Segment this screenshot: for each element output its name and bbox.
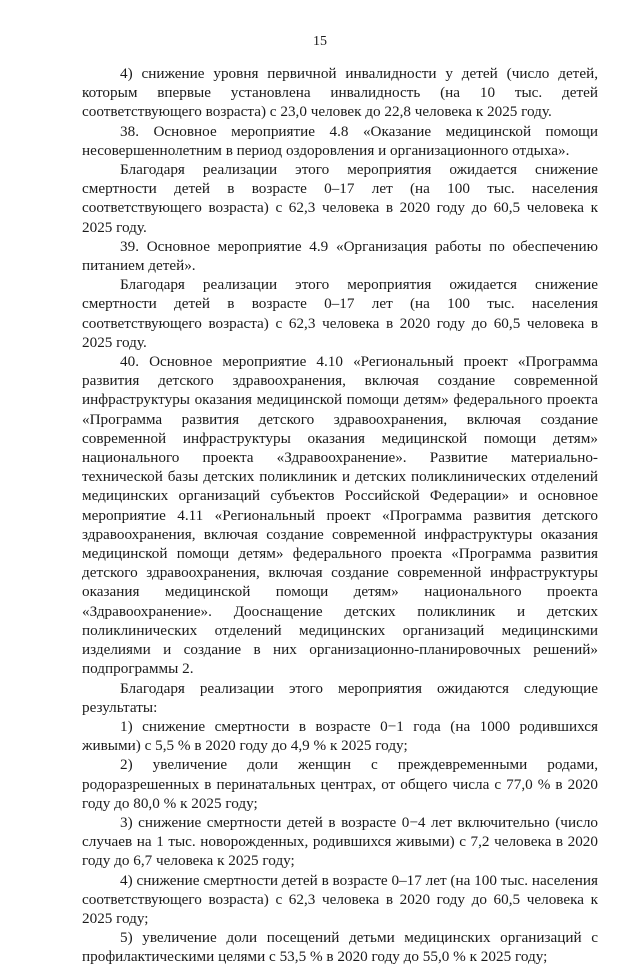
paragraph-measure-4-9: 39. Основное мероприятие 4.9 «Организация работы по обеспечению питанием детей». bbox=[82, 237, 598, 275]
page-number: 15 bbox=[313, 34, 327, 49]
list-item-result-4: 4) снижение смертности детей в возрасте 0–17 лет (на 100 тыс. населения соответствующего возраста) с 62,3 человека в 2020 году до 60,5 человека к 2025 году; bbox=[82, 871, 598, 927]
document-body bbox=[82, 64, 598, 967]
paragraph-measure-4-8: 38. Основное мероприятие 4.8 «Оказание медицинской помощи несовершеннолетним в период оздоровления и организационного отдыха». bbox=[82, 122, 598, 159]
paragraph-disability: 4) снижение уровня первичной инвалидности у детей (число детей, которым впервые установлена инвалидность (на 10 тыс. детей соответствующего возраста) с 23,0 человек до 22,8 человека к 2025 году. bbox=[82, 65, 598, 121]
list-item-result-2: 2) увеличение доли женщин с преждевременными родами, родоразрешенных в перинатальных центрах, от общего числа с 77,0 % в 2020 году до 80,0 % к 2025 году; bbox=[82, 756, 598, 812]
paragraph-measure-4-8-result: Благодаря реализации этого мероприятия ожидается снижение смертности детей в возрасте 0–17 лет (на 100 тыс. населения соответствующего возраста) с 62,3 человека в 2020 году до 60,5 человека к 2025 году. bbox=[82, 161, 598, 236]
list-item-result-1: 1) снижение смертности в возрасте 0−1 года (на 1000 родившихся живыми) с 5,5 % в 2020 году до 4,9 % к 2025 году; bbox=[82, 717, 598, 755]
paragraph-results-intro: Благодаря реализации этого мероприятия ожидаются следующие результаты: bbox=[82, 679, 598, 716]
paragraph-measure-4-10: 40. Основное мероприятие 4.10 «Региональный проект «Программа развития детского здравоохранения, включая создание современной инфраструктуры оказания медицинской помощи детям» федерального проекта «Программа развития детского здравоохранения, включая создание современной инфраструктуры оказания медицинской помощи детям» национального проекта «Здравоохранение». Развитие материально-технической базы детских поликлиник и детских поликлинических отделений медицинских организаций субъектов Российской Федерации» и основное мероприятие 4.11 «Региональный проект «Программа развития детского здравоохранения, включая создание современной инфраструктуры оказания медицинской помощи детям» федерального проекта «Программа развития детского здравоохранения, включая создание современной инфраструктуры оказания медицинской помощи детям» национального проекта «Здравоохранение». Дооснащение детских поликлиник и детских поликлинических отделений медицинских организаций медицинскими изделиями и создание в них организационно-планировочных решений» подпрограммы 2. bbox=[82, 353, 598, 678]
list-item-result-5: 5) увеличение доли посещений детьми медицинских организаций с профилактическими целями с 53,5 % в 2020 году до 55,0 % к 2025 году; bbox=[82, 929, 598, 966]
list-item-result-3: 3) снижение смертности детей в возрасте 0−4 лет включительно (число случаев на 1 тыс. новорожденных, родившихся живыми) с 7,2 человека в 2020 году до 6,7 человека к 2025 году; bbox=[82, 813, 598, 870]
paragraph-measure-4-9-result: Благодаря реализации этого мероприятия ожидается снижение смертности детей в возрасте 0–17 лет (на 100 тыс. населения соответствующего возраста) с 62,3 человека в 2020 году до 60,5 человека в 2025 году. bbox=[82, 276, 598, 351]
